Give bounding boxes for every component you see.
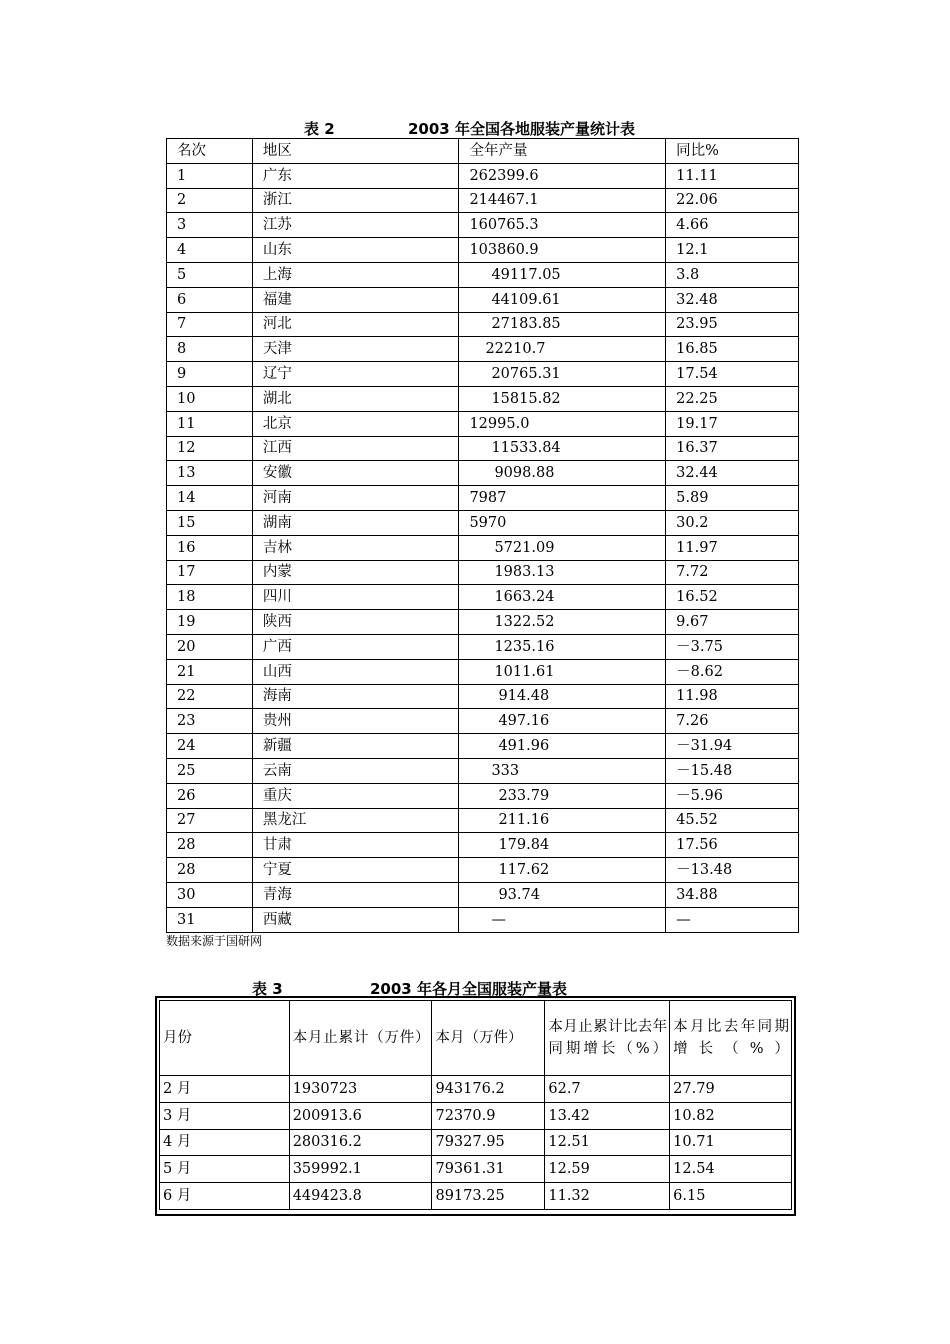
table-row: [167, 560, 799, 585]
yoy-cell: 3.8: [666, 262, 799, 287]
region-cell: 云南: [252, 758, 459, 783]
yoy-cell: 19.17: [666, 411, 799, 436]
rank-cell: 6: [167, 287, 253, 312]
rank-cell: 31: [167, 907, 253, 932]
rank-cell: 5: [167, 262, 253, 287]
table-row: [167, 610, 799, 635]
region-cell: 海南: [252, 684, 459, 709]
monthly-table-frame: [155, 996, 796, 1216]
region-cell: 四川: [252, 585, 459, 610]
header-cumulative-growth: 本月止累计比去年同期增长（%）: [545, 1001, 670, 1076]
region-cell: 天津: [252, 337, 459, 362]
yoy-cell: 17.54: [666, 362, 799, 387]
yoy-cell: 32.48: [666, 287, 799, 312]
output-cell: 1322.52: [459, 610, 666, 635]
yoy-cell: 4.66: [666, 213, 799, 238]
rank-cell: 18: [167, 585, 253, 610]
region-cell: 西藏: [252, 907, 459, 932]
monthly-growth-cell: 10.71: [670, 1129, 792, 1156]
header-cumulative: 本月止累计（万件）: [289, 1001, 432, 1076]
rank-cell: 3: [167, 213, 253, 238]
rank-cell: 30: [167, 882, 253, 907]
monthly-cell: 89173.25: [432, 1183, 545, 1210]
output-cell: 93.74: [459, 882, 666, 907]
output-cell: 1235.16: [459, 634, 666, 659]
header-month: 月份: [160, 1001, 290, 1076]
rank-cell: 1: [167, 163, 253, 188]
output-cell: 103860.9: [459, 238, 666, 263]
output-cell: 1663.24: [459, 585, 666, 610]
rank-cell: 23: [167, 709, 253, 734]
region-cell: 辽宁: [252, 362, 459, 387]
rank-cell: 25: [167, 758, 253, 783]
table-header-row: [160, 1001, 792, 1076]
rank-cell: 13: [167, 461, 253, 486]
rank-cell: 28: [167, 833, 253, 858]
output-cell: 5970: [459, 510, 666, 535]
yoy-cell: 16.37: [666, 436, 799, 461]
cumulative-cell: 449423.8: [289, 1183, 432, 1210]
yoy-cell: 22.25: [666, 386, 799, 411]
monthly-production-table: [159, 1000, 792, 1210]
output-cell: 914.48: [459, 684, 666, 709]
output-cell: 20765.31: [459, 362, 666, 387]
table-row: [167, 163, 799, 188]
output-cell: 22210.7: [459, 337, 666, 362]
rank-cell: 10: [167, 386, 253, 411]
yoy-cell: 16.52: [666, 585, 799, 610]
yoy-cell: 11.97: [666, 535, 799, 560]
rank-cell: 11: [167, 411, 253, 436]
yoy-cell: —: [666, 907, 799, 932]
table-row: [167, 386, 799, 411]
output-cell: 15815.82: [459, 386, 666, 411]
month-cell: 2 月: [160, 1076, 290, 1103]
table-row: [167, 461, 799, 486]
yoy-cell: －13.48: [666, 858, 799, 883]
yoy-cell: －8.62: [666, 659, 799, 684]
cumulative-growth-cell: 12.51: [545, 1129, 670, 1156]
rank-cell: 21: [167, 659, 253, 684]
rank-cell: 8: [167, 337, 253, 362]
yoy-cell: 9.67: [666, 610, 799, 635]
output-cell: 211.16: [459, 808, 666, 833]
region-cell: 河北: [252, 312, 459, 337]
output-cell: 233.79: [459, 783, 666, 808]
rank-cell: 16: [167, 535, 253, 560]
table-row: [160, 1076, 792, 1103]
rank-cell: 7: [167, 312, 253, 337]
table-row: [167, 882, 799, 907]
output-cell: 11533.84: [459, 436, 666, 461]
yoy-cell: －3.75: [666, 634, 799, 659]
cumulative-growth-cell: 12.59: [545, 1156, 670, 1183]
table-row: [167, 833, 799, 858]
monthly-cell: 72370.9: [432, 1102, 545, 1129]
monthly-cell: 79327.95: [432, 1129, 545, 1156]
output-cell: 1011.61: [459, 659, 666, 684]
table-row: [167, 287, 799, 312]
rank-cell: 17: [167, 560, 253, 585]
region-cell: 湖北: [252, 386, 459, 411]
region-cell: 甘肃: [252, 833, 459, 858]
region-cell: 江西: [252, 436, 459, 461]
yoy-cell: 34.88: [666, 882, 799, 907]
month-cell: 4 月: [160, 1129, 290, 1156]
region-cell: 新疆: [252, 734, 459, 759]
table2-title: 2003 年全国各地服装产量统计表: [408, 120, 635, 138]
table-row: [160, 1102, 792, 1129]
region-cell: 河南: [252, 486, 459, 511]
rank-cell: 19: [167, 610, 253, 635]
region-cell: 黑龙江: [252, 808, 459, 833]
cumulative-growth-cell: 62.7: [545, 1076, 670, 1103]
header-annual-output: 全年产量: [459, 139, 666, 164]
output-cell: 49117.05: [459, 262, 666, 287]
region-cell: 贵州: [252, 709, 459, 734]
table-row: [167, 634, 799, 659]
yoy-cell: 17.56: [666, 833, 799, 858]
output-cell: 160765.3: [459, 213, 666, 238]
cumulative-growth-cell: 13.42: [545, 1102, 670, 1129]
header-region: 地区: [252, 139, 459, 164]
output-cell: 262399.6: [459, 163, 666, 188]
rank-cell: 15: [167, 510, 253, 535]
table3-label: 表 3: [252, 980, 283, 998]
table-row: [167, 486, 799, 511]
rank-cell: 20: [167, 634, 253, 659]
yoy-cell: 7.72: [666, 560, 799, 585]
rank-cell: 24: [167, 734, 253, 759]
yoy-cell: 11.11: [666, 163, 799, 188]
region-cell: 浙江: [252, 188, 459, 213]
region-cell: 山西: [252, 659, 459, 684]
yoy-cell: 12.1: [666, 238, 799, 263]
rank-cell: 4: [167, 238, 253, 263]
table-header-row: [167, 139, 799, 164]
table-row: [167, 188, 799, 213]
table-row: [167, 436, 799, 461]
region-cell: 江苏: [252, 213, 459, 238]
yoy-cell: 32.44: [666, 461, 799, 486]
cumulative-cell: 200913.6: [289, 1102, 432, 1129]
yoy-cell: 45.52: [666, 808, 799, 833]
output-cell: 117.62: [459, 858, 666, 883]
region-cell: 广东: [252, 163, 459, 188]
yoy-cell: －5.96: [666, 783, 799, 808]
table-row: [167, 709, 799, 734]
region-cell: 宁夏: [252, 858, 459, 883]
table-row: [167, 510, 799, 535]
rank-cell: 14: [167, 486, 253, 511]
yoy-cell: 30.2: [666, 510, 799, 535]
yoy-cell: 7.26: [666, 709, 799, 734]
region-cell: 福建: [252, 287, 459, 312]
month-cell: 3 月: [160, 1102, 290, 1129]
yoy-cell: －31.94: [666, 734, 799, 759]
table3-title: 2003 年各月全国服装产量表: [370, 980, 567, 998]
region-cell: 广西: [252, 634, 459, 659]
output-cell: 27183.85: [459, 312, 666, 337]
data-source-note: 数据来源于国研网: [166, 934, 263, 948]
rank-cell: 12: [167, 436, 253, 461]
yoy-cell: 5.89: [666, 486, 799, 511]
output-cell: 7987: [459, 486, 666, 511]
table-row: [167, 783, 799, 808]
table-row: [167, 312, 799, 337]
table-row: [167, 337, 799, 362]
header-monthly: 本月（万件）: [432, 1001, 545, 1076]
region-cell: 陕西: [252, 610, 459, 635]
region-cell: 上海: [252, 262, 459, 287]
table-row: [160, 1183, 792, 1210]
yoy-cell: 23.95: [666, 312, 799, 337]
table-row: [167, 213, 799, 238]
header-monthly-growth: 本月比去年同期增长（%）: [670, 1001, 792, 1076]
output-cell: 9098.88: [459, 461, 666, 486]
region-cell: 北京: [252, 411, 459, 436]
output-cell: 491.96: [459, 734, 666, 759]
rank-cell: 27: [167, 808, 253, 833]
table-row: [167, 907, 799, 932]
table-row: [167, 684, 799, 709]
rank-cell: 22: [167, 684, 253, 709]
output-cell: 12995.0: [459, 411, 666, 436]
yoy-cell: 11.98: [666, 684, 799, 709]
table-row: [167, 585, 799, 610]
monthly-cell: 943176.2: [432, 1076, 545, 1103]
region-cell: 山东: [252, 238, 459, 263]
yoy-cell: 22.06: [666, 188, 799, 213]
cumulative-growth-cell: 11.32: [545, 1183, 670, 1210]
cumulative-cell: 359992.1: [289, 1156, 432, 1183]
cumulative-cell: 280316.2: [289, 1129, 432, 1156]
table-row: [160, 1156, 792, 1183]
month-cell: 5 月: [160, 1156, 290, 1183]
region-cell: 内蒙: [252, 560, 459, 585]
regional-production-table: [166, 138, 799, 933]
rank-cell: 28: [167, 858, 253, 883]
region-cell: 湖南: [252, 510, 459, 535]
cumulative-cell: 1930723: [289, 1076, 432, 1103]
table-row: [167, 238, 799, 263]
monthly-growth-cell: 27.79: [670, 1076, 792, 1103]
rank-cell: 2: [167, 188, 253, 213]
region-cell: 安徽: [252, 461, 459, 486]
table-row: [167, 535, 799, 560]
output-cell: —: [459, 907, 666, 932]
table-row: [167, 758, 799, 783]
output-cell: 497.16: [459, 709, 666, 734]
output-cell: 179.84: [459, 833, 666, 858]
month-cell: 6 月: [160, 1183, 290, 1210]
yoy-cell: 16.85: [666, 337, 799, 362]
monthly-growth-cell: 12.54: [670, 1156, 792, 1183]
table2-label: 表 2: [304, 120, 335, 138]
region-cell: 青海: [252, 882, 459, 907]
table-row: [167, 659, 799, 684]
region-cell: 吉林: [252, 535, 459, 560]
table-row: [167, 858, 799, 883]
rank-cell: 9: [167, 362, 253, 387]
table-row: [160, 1129, 792, 1156]
table-row: [167, 262, 799, 287]
table-row: [167, 734, 799, 759]
table-row: [167, 411, 799, 436]
output-cell: 44109.61: [459, 287, 666, 312]
yoy-cell: －15.48: [666, 758, 799, 783]
output-cell: 5721.09: [459, 535, 666, 560]
monthly-cell: 79361.31: [432, 1156, 545, 1183]
header-rank: 名次: [167, 139, 253, 164]
table-row: [167, 362, 799, 387]
rank-cell: 26: [167, 783, 253, 808]
table-row: [167, 808, 799, 833]
output-cell: 1983.13: [459, 560, 666, 585]
output-cell: 333: [459, 758, 666, 783]
monthly-growth-cell: 6.15: [670, 1183, 792, 1210]
region-cell: 重庆: [252, 783, 459, 808]
header-yoy-percent: 同比%: [666, 139, 799, 164]
output-cell: 214467.1: [459, 188, 666, 213]
monthly-growth-cell: 10.82: [670, 1102, 792, 1129]
